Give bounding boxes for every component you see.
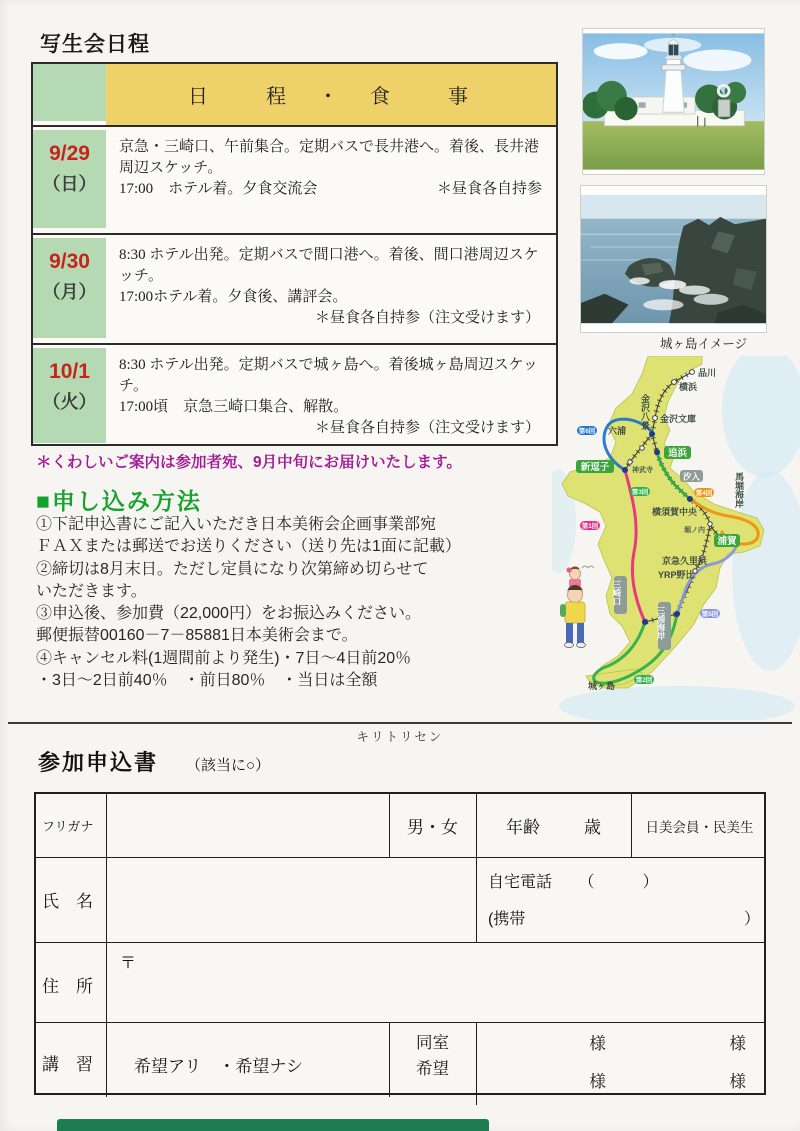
membership-label: 日美会員・民美生	[645, 819, 754, 835]
roommate-line1: 同室	[416, 1034, 449, 1052]
instruction-line: いただきます。	[36, 582, 147, 600]
weekday-1: （日）	[42, 174, 97, 194]
age-unit-label: 歳	[584, 818, 601, 837]
mobile-phone-paren: ）	[743, 911, 760, 928]
station-mabori-kaigan: 馬堀海岸	[734, 472, 744, 508]
membership-field	[631, 794, 768, 857]
instruction-line: 郵便振替00160－7－85881日本美術会まで。	[36, 627, 358, 645]
address-label: 住 所	[42, 977, 93, 996]
station-yokohama: 横浜	[679, 382, 698, 392]
station-mutsuura: 六浦	[608, 426, 627, 436]
instruction-line: ④キャンセル料(1週間前より発生)・7日～4日前20％	[36, 649, 412, 667]
date-3: 10/1	[49, 360, 90, 383]
phone-field	[476, 857, 768, 942]
station-misakiguchi: 三崎口	[612, 580, 622, 606]
coast-illustration	[581, 186, 766, 332]
station-shinagawa: 品川	[698, 368, 717, 378]
sex-label: 男・女	[407, 818, 458, 837]
weekday-3: （火）	[42, 392, 97, 412]
application-form-table	[34, 792, 766, 1095]
schedule-time-3: 17:00頃 京急三崎口集合、解散。	[119, 399, 349, 415]
schedule-time-1: 17:00 ホテル着。夕食交流会	[119, 181, 318, 197]
station-miura-kaigan: 三浦海岸	[656, 606, 666, 640]
roommate-line2: 希望	[416, 1060, 449, 1078]
badge-route-2: 第2回	[635, 677, 653, 684]
sama-label: 様	[729, 1035, 746, 1053]
station-keikyu-kurihama: 京急久里浜	[662, 556, 708, 566]
badge-route-1: 第1回	[581, 523, 599, 530]
station-kanazawa-bunko: 金沢文庫	[660, 414, 697, 424]
weekday-2: （月）	[42, 282, 97, 302]
badge-route-6: 第6回	[578, 428, 596, 435]
lighthouse-illustration	[583, 29, 764, 174]
route-map	[552, 356, 800, 720]
station-uraga: 浦賀	[717, 536, 737, 547]
station-shinzushi: 新逗子	[580, 462, 610, 473]
age-field	[476, 794, 631, 857]
schedule-time-2: 17:00ホテル着。夕食後、講評会。	[119, 289, 348, 305]
station-yrp-nobi: YRP野比	[658, 570, 695, 580]
schedule-row-1	[33, 127, 556, 235]
name-label: 氏 名	[42, 892, 93, 911]
instruction-line: ＦＡＸまたは郵送でお送りください（送り先は1面に記載）	[36, 538, 461, 556]
age-label: 年齢	[506, 818, 540, 837]
miura-peninsula-map	[552, 356, 800, 720]
schedule-body-2	[106, 235, 556, 343]
station-jimmuji: 神武寺	[632, 467, 653, 474]
companion-names-field	[476, 1022, 768, 1097]
schedule-note-3: ＊昼食各自持参（注文受けます）	[314, 420, 540, 436]
mobile-phone-label: (携帯	[488, 911, 526, 928]
schedule-body-1	[106, 127, 556, 233]
station-kanazawa-hakkei: 金沢八景	[640, 394, 650, 430]
coast-photo	[580, 185, 767, 333]
course-label: 講 習	[42, 1055, 93, 1074]
roommate-field	[389, 1030, 476, 1082]
station-shioiri: 汐入	[682, 471, 701, 482]
sama-label: 様	[729, 1073, 746, 1091]
cut-line	[8, 722, 792, 724]
date-2: 9/30	[49, 250, 90, 273]
form-title: 参加申込書	[38, 750, 159, 775]
date-cell-2	[33, 238, 106, 338]
badge-route-5: 第5回	[701, 611, 719, 618]
instruction-line: ・3日～2日前40％ ・前日80％ ・当日は全額	[36, 672, 378, 690]
schedule-header-row	[33, 64, 556, 127]
sex-field	[389, 794, 476, 857]
badge-route-4: 第4回	[695, 490, 713, 497]
schedule-header-date-spacer	[33, 64, 106, 121]
schedule-note-2: ＊昼食各自持参（注文受けます）	[314, 310, 540, 326]
schedule-header	[106, 64, 556, 125]
badge-route-3: 第3回	[631, 489, 649, 496]
bottom-green-band	[57, 1119, 489, 1131]
application-instructions	[36, 514, 556, 692]
photo-caption: 城ヶ島イメージ	[660, 337, 748, 351]
delivery-notice: ＊くわしいご案内は参加者宛、9月中旬にお届けいたします。	[36, 454, 462, 471]
schedule-text-3: 8:30 ホテル出発。定期バスで城ヶ島へ。着後城ヶ島周辺スケッチ。	[119, 357, 538, 394]
schedule-row-3	[33, 345, 556, 448]
home-phone-paren: （ ）	[578, 874, 659, 891]
course-options: 希望アリ ・希望ナシ	[134, 1057, 303, 1076]
station-jogashima: 城ヶ島	[588, 681, 616, 691]
postal-mark: 〒	[120, 955, 137, 972]
sama-label: 様	[589, 1073, 606, 1091]
schedule-note-1: ＊昼食各自持参	[436, 181, 542, 197]
instruction-line: ②締切は8月末日。ただし定員になり次第締め切らせて	[36, 560, 429, 578]
station-yokosuka-chuo: 横須賀中央	[652, 507, 698, 517]
station-horinouchi: 堀ノ内	[684, 527, 705, 534]
schedule-text-2: 8:30 ホテル出発。定期バスで間口港へ。着後、間口港周辺スケッチ。	[119, 247, 539, 284]
form-subtitle: （該当に○）	[186, 757, 271, 774]
sama-label: 様	[589, 1035, 606, 1053]
schedule-table	[31, 62, 558, 446]
application-heading: ■申し込み方法	[36, 488, 202, 514]
date-cell-3	[33, 348, 106, 443]
instruction-line: ③申込後、参加費（22,000円）をお振込みください。	[36, 605, 421, 623]
home-phone-label: 自宅電話	[488, 874, 553, 891]
lighthouse-photo	[582, 28, 765, 175]
date-cell-1	[33, 130, 106, 228]
instruction-line: ①下記申込書にご記入いただき日本美術会企画事業部宛	[36, 516, 437, 533]
cut-line-label: キリトリセン	[356, 730, 444, 744]
page-title: 写生会日程	[40, 33, 150, 56]
furigana-label: フリガナ	[42, 819, 94, 834]
hiker-cartoon	[560, 566, 594, 648]
schedule-body-3	[106, 345, 556, 448]
schedule-row-2	[33, 235, 556, 345]
schedule-header-label: 日 程 ・ 食 事	[188, 86, 474, 108]
date-1: 9/29	[49, 142, 90, 165]
station-oppama: 追浜	[667, 448, 688, 459]
schedule-text-1: 京急・三崎口、午前集合。定期バスで長井港へ。着後、長井港周辺スケッチ。	[119, 139, 540, 176]
